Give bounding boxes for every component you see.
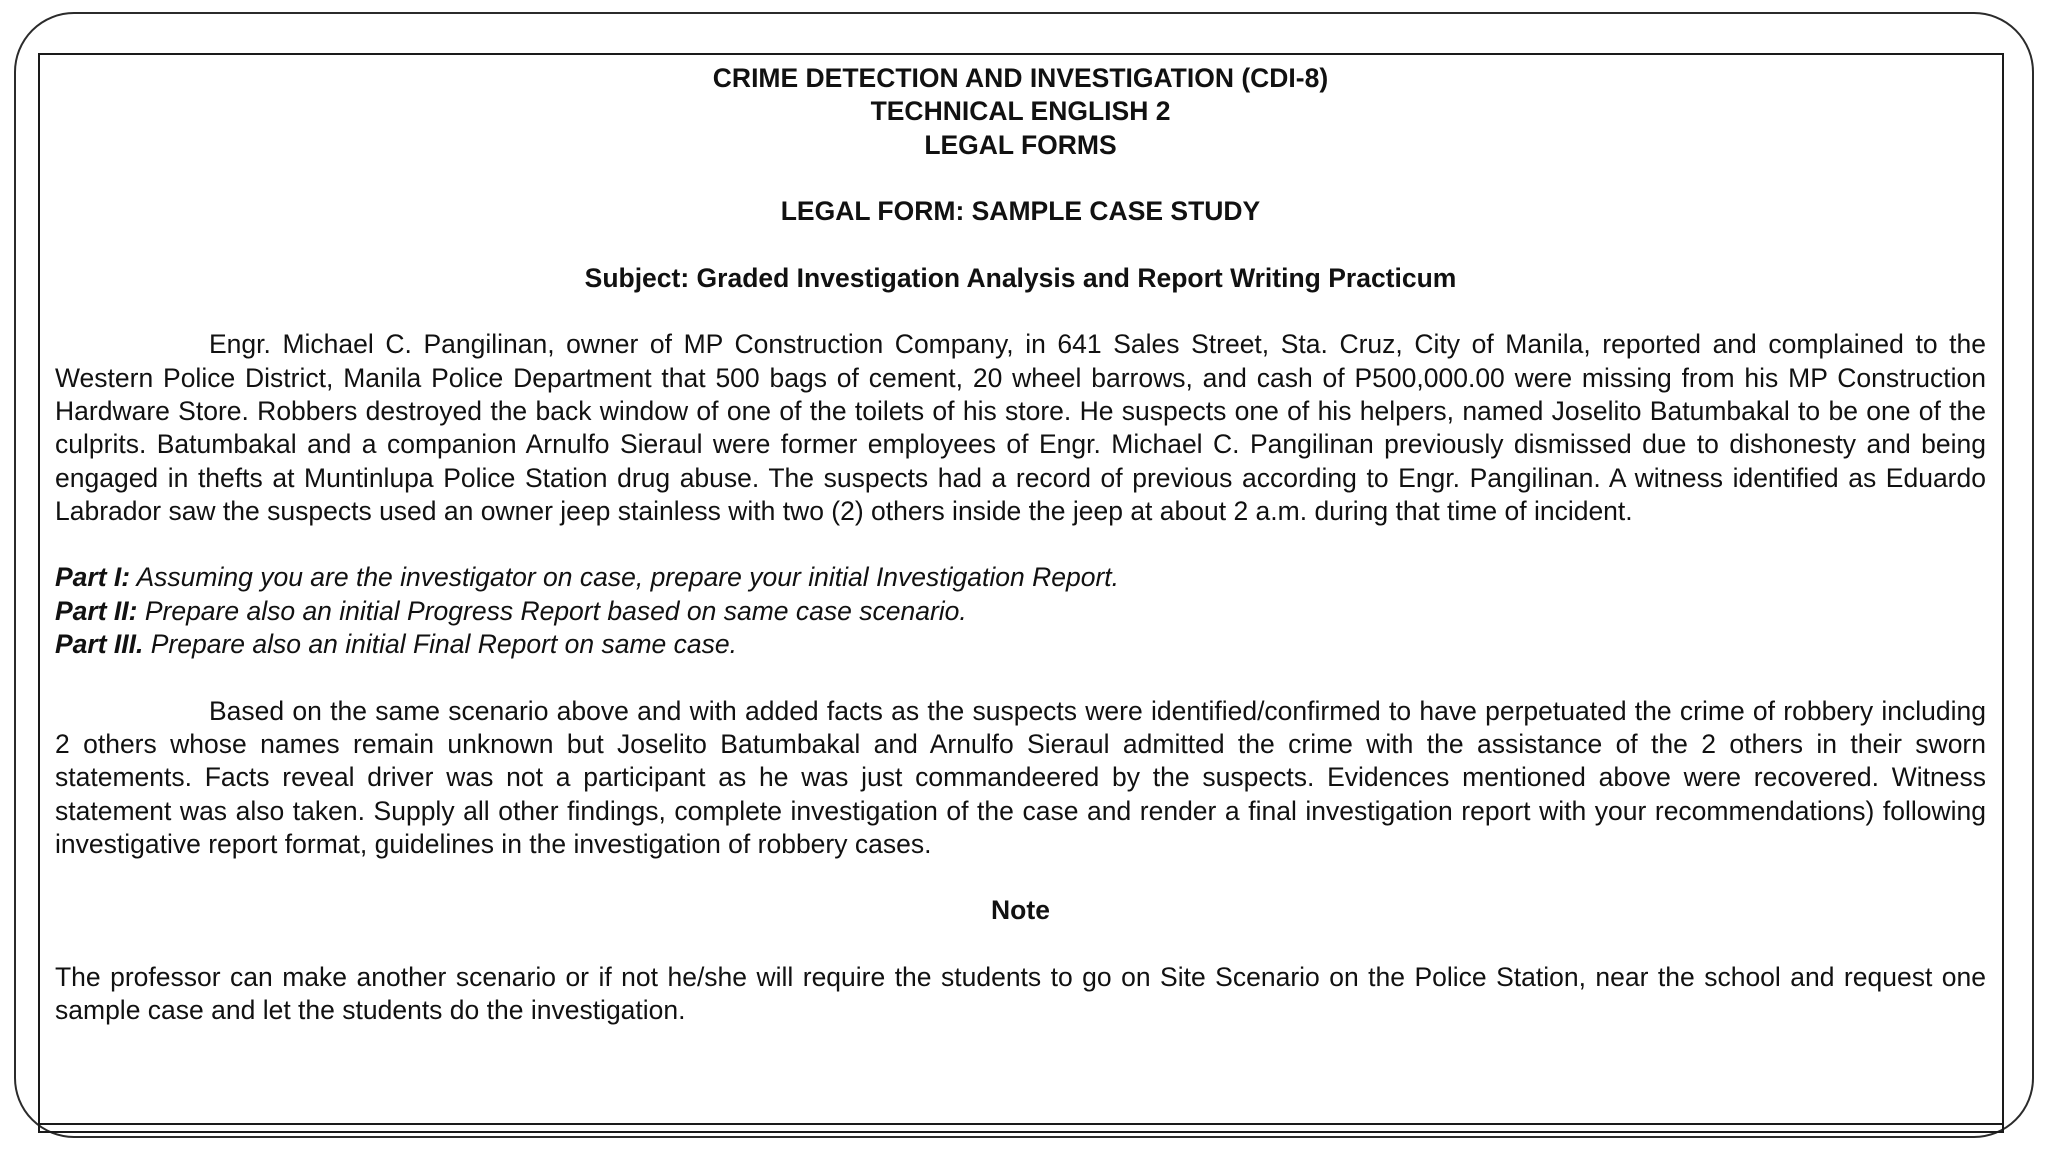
scenario-paragraph: Engr. Michael C. Pangilinan, owner of MP Construction Company, in 641 Sales Street, Sta. Cruz, City of Manila, reported and complained to the Western Police District, Manila Police Department that 500 bags of cement, 20 wheel barrows, and cash of P500,000.00 were missing from his MP Construction Hardware Store. Robbers destroyed the back window of one of the toilets of his store. He suspects one of his helpers, named Joselito Batumbakal to be one of the culprits. Batumbakal and a companion Arnulfo Sieraul were former employees of Engr. Michael C. Pangilinan previously dismissed due to dishonesty and being engaged in thefts at Muntinlupa Police Station drug abuse. The suspects had a record of previous according to Engr. Pangilinan. A witness identified as Eduardo Labrador saw the suspects used an owner jeep stainless with two (2) others inside the jeep at about 2 a.m. during that time of incident. <box>55 329 1986 526</box>
note-heading: Note <box>991 895 1050 926</box>
part-1-text: Assuming you are the investigator on case, prepare your initial Investigation Report. <box>130 562 1119 593</box>
part-3-text: Prepare also an initial Final Report on same case. <box>143 629 737 660</box>
subject-line: Subject: Graded Investigation Analysis and Report Writing Practicum <box>584 262 1457 293</box>
part-1-label: Part I: <box>55 562 131 593</box>
course-title: CRIME DETECTION AND INVESTIGATION (CDI-8) <box>712 63 1329 93</box>
section-title: LEGAL FORMS <box>924 129 1117 160</box>
part-3-label: Part III. <box>55 629 144 660</box>
course-subtitle: TECHNICAL ENGLISH 2 <box>870 96 1171 127</box>
follow-up-paragraph: Based on the same scenario above and with added facts as the suspects were identified/confirmed to have perpetuated the crime of robbery including 2 others whose names remain unknown but Joselito Batumbakal and Arnulfo Sieraul admitted the crime with the assistance of the 2 others in their sworn statements. Facts reveal driver was not a participant as he was just commandeered by the suspects. Evidences mentioned above were recovered. Witness statement was also taken. Supply all other findings, complete investigation of the case and render a final investigation report with your recommendations) following investigative report format, guidelines in the investigation of robbery cases. <box>55 695 1986 859</box>
part-2-text: Prepare also an initial Progress Report based on same case scenario. <box>137 595 967 626</box>
part-2-label: Part II: <box>55 595 138 626</box>
note-paragraph: The professor can make another scenario or if not he/she will require the students to go on Site Scenario on the Police Station, near the school and request one sample case and let the students do the investigation. <box>55 962 1986 1026</box>
part-2-instruction <box>55 595 1986 628</box>
part-1-instruction <box>55 561 1986 594</box>
form-title: LEGAL FORM: SAMPLE CASE STUDY <box>780 196 1261 227</box>
part-3-instruction <box>55 628 1986 661</box>
document-body <box>55 62 1986 1028</box>
